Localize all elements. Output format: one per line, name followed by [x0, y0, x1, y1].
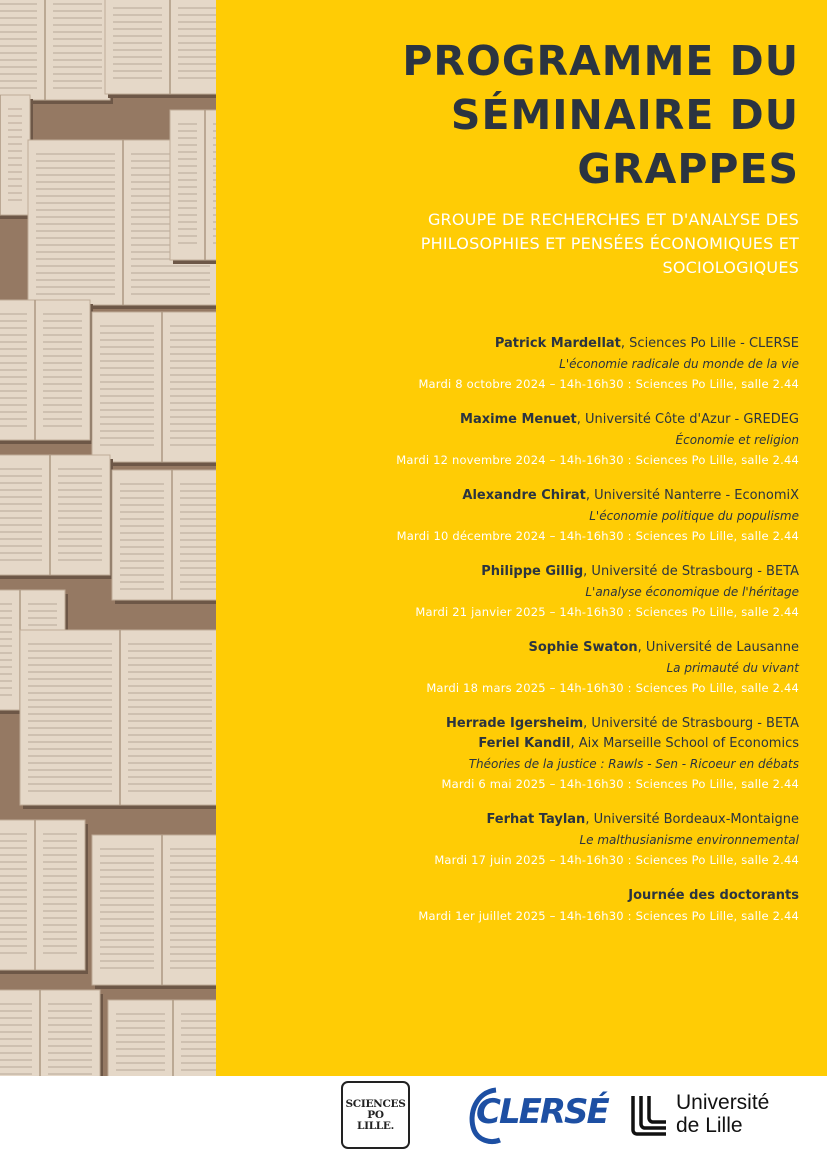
speaker-affiliation: , Aix Marseille School of Economics — [570, 736, 799, 751]
logo-text: LILLE. — [357, 1119, 394, 1132]
session-title: L'analyse économique de l'héritage — [585, 585, 799, 599]
session-date-location: Mardi 21 janvier 2025 – 14h-16h30 : Sciences Po Lille, salle 2.44 — [415, 605, 799, 619]
session-entry — [239, 638, 799, 698]
session-title: Économie et religion — [675, 433, 799, 447]
session-speaker — [239, 562, 799, 582]
logo-text: de Lille — [676, 1114, 743, 1137]
books-photo — [0, 0, 216, 1076]
session-speaker — [239, 486, 799, 506]
speaker-name: Patrick Mardellat — [494, 336, 621, 351]
page-subtitle — [319, 208, 799, 280]
title-line: SÉMINAIRE DU — [450, 91, 799, 139]
speaker-affiliation: , Université de Lausanne — [637, 640, 799, 655]
session-title: La primauté du vivant — [666, 661, 799, 675]
speaker-affiliation: , Université Bordeaux-Montaigne — [585, 812, 799, 827]
session-entry — [239, 810, 799, 870]
session-entry — [239, 714, 799, 794]
logo-text: Université — [676, 1091, 770, 1114]
session-entry — [239, 334, 799, 394]
session-title: Théories de la justice : Rawls - Sen - Ricoeur en débats — [468, 757, 799, 771]
speaker-name: Ferhat Taylan — [486, 812, 586, 827]
session-speaker — [239, 734, 799, 754]
speaker-name: Philippe Gillig — [481, 564, 584, 579]
speaker-affiliation: , Université de Strasbourg - BETA — [583, 564, 799, 579]
session-entry — [239, 486, 799, 546]
logo-text: PO — [367, 1108, 384, 1121]
universite-de-lille-logo — [676, 1091, 769, 1137]
session-speaker — [239, 334, 799, 354]
session-date-location: Mardi 6 mai 2025 – 14h-16h30 : Sciences Po Lille, salle 2.44 — [441, 777, 799, 791]
speaker-affiliation: , Université de Strasbourg - BETA — [583, 716, 799, 731]
books-illustration — [0, 0, 216, 1076]
speaker-name: Alexandre Chirat — [462, 488, 586, 503]
session-speaker — [239, 886, 799, 906]
title-line: GRAPPES — [577, 145, 799, 193]
speaker-name: Feriel Kandil — [478, 736, 571, 751]
speaker-name: Journée des doctorants — [628, 888, 799, 903]
session-speaker — [239, 810, 799, 830]
session-date-location: Mardi 12 novembre 2024 – 14h-16h30 : Sciences Po Lille, salle 2.44 — [396, 453, 799, 467]
session-date-location: Mardi 10 décembre 2024 – 14h-16h30 : Sciences Po Lille, salle 2.44 — [396, 529, 799, 543]
title-line: PROGRAMME DU — [402, 37, 799, 85]
session-date-location: Mardi 8 octobre 2024 – 14h-16h30 : Sciences Po Lille, salle 2.44 — [418, 377, 799, 391]
universite-de-lille-icon — [630, 1094, 670, 1136]
session-title: L'économie radicale du monde de la vie — [559, 357, 799, 371]
speaker-affiliation: , Sciences Po Lille - CLERSE — [620, 336, 799, 351]
session-entry — [239, 886, 799, 926]
speaker-affiliation: , Université Nanterre - EconomiX — [585, 488, 799, 503]
session-date-location: Mardi 1er juillet 2025 – 14h-16h30 : Sciences Po Lille, salle 2.44 — [418, 909, 799, 923]
session-title: Le malthusianisme environnemental — [579, 833, 799, 847]
speaker-affiliation: , Université Côte d'Azur - GREDEG — [576, 412, 799, 427]
subtitle-line: SOCIOLOGIQUES — [662, 258, 799, 277]
speaker-name: Herrade Igersheim — [446, 716, 584, 731]
speaker-name: Maxime Menuet — [460, 412, 577, 427]
footer-logos — [0, 1076, 827, 1169]
speaker-name: Sophie Swaton — [528, 640, 638, 655]
session-entry — [239, 562, 799, 622]
subtitle-line: PHILOSOPHIES ET PENSÉES ÉCONOMIQUES ET — [420, 234, 799, 253]
session-title: L'économie politique du populisme — [589, 509, 799, 523]
subtitle-line: GROUPE DE RECHERCHES ET D'ANALYSE DES — [427, 210, 799, 229]
page-title — [279, 34, 799, 196]
session-speaker — [239, 638, 799, 658]
session-date-location: Mardi 18 mars 2025 – 14h-16h30 : Sciences Po Lille, salle 2.44 — [426, 681, 799, 695]
session-entry — [239, 410, 799, 470]
session-speaker — [239, 410, 799, 430]
session-speaker — [239, 714, 799, 734]
session-list — [239, 334, 799, 942]
clerse-logo: CLERSÉ — [476, 1092, 608, 1132]
logo-text: SCIENCES — [345, 1097, 406, 1110]
sciences-po-lille-logo — [341, 1081, 410, 1149]
session-date-location: Mardi 17 juin 2025 – 14h-16h30 : Sciences Po Lille, salle 2.44 — [434, 853, 799, 867]
